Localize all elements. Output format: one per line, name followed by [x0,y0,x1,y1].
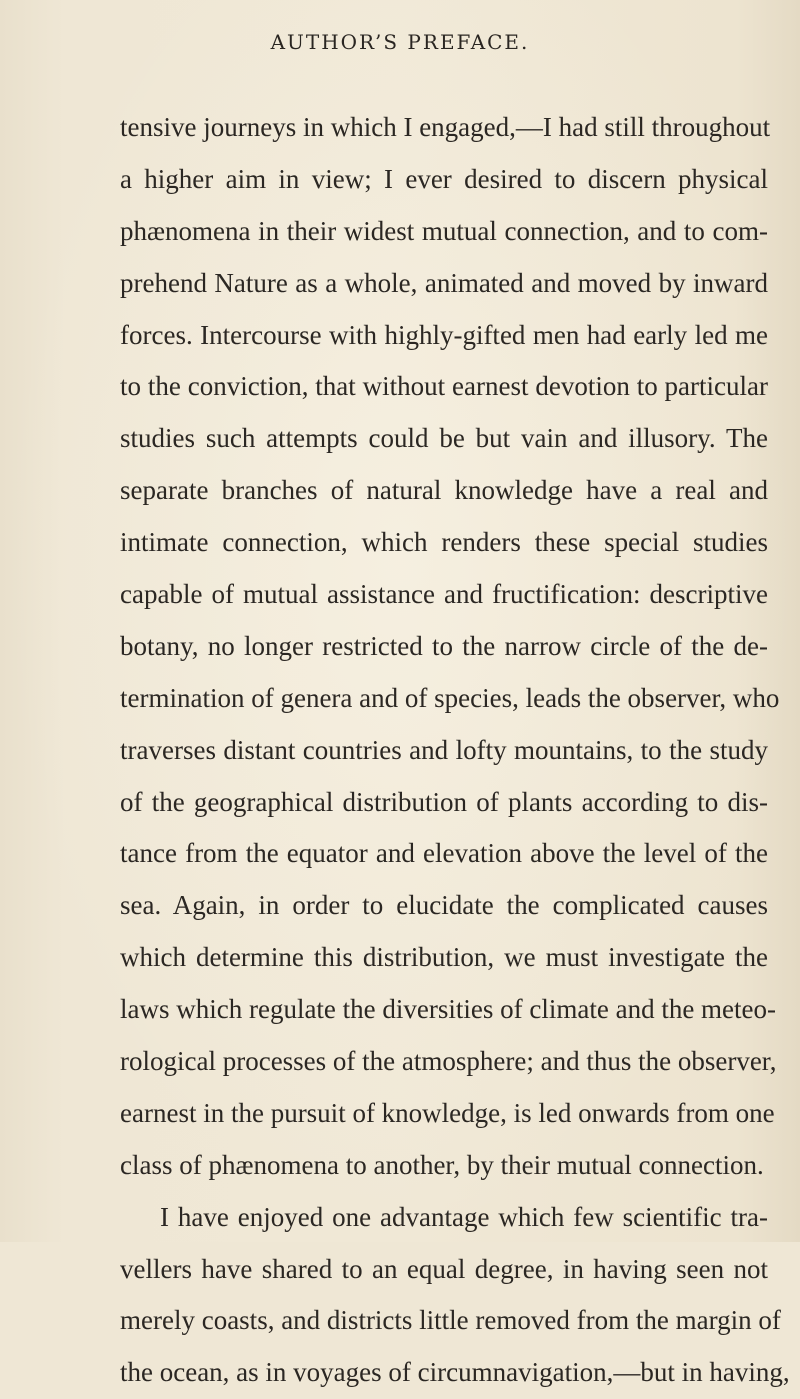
text-line: phænomena in their widest mutual connection, and to com- [120,215,768,246]
text-line: studies such attempts could be but vain and illusory. The [120,423,768,454]
text-line: tensive journeys in which I engaged,—I had still throughout [120,112,771,142]
text-line: intimate connection, which renders these special studies [120,527,768,558]
text-line: to the conviction, that without earnest devotion to particular [120,371,768,402]
text-line: merely coasts, and districts little removed from the margin of [120,1305,781,1336]
text-line: forces. Intercourse with highly-gifted men had early led me [120,319,768,350]
text-line: capable of mutual assistance and fructification: descriptive [120,579,768,610]
running-head: AUTHOR’S PREFACE. [270,30,530,54]
text-line: the ocean, as in voyages of circumnavigation,—but in having, [120,1357,790,1388]
text-line: sea. Again, in order to elucidate the complicated causes [120,890,768,921]
text-line-paragraph-start: I have enjoyed one advantage which few scientific tra- [160,1201,768,1232]
text-line: class of phænomena to another, by their mutual connection. [120,1149,764,1180]
text-line: which determine this distribution, we must investigate the [120,942,768,973]
text-line: laws which regulate the diversities of climate and the meteo- [120,994,777,1025]
text-line: prehend Nature as a whole, animated and moved by inward [120,267,768,298]
text-line: botany, no longer restricted to the narrow circle of the de- [120,630,768,661]
text-line: earnest in the pursuit of knowledge, is led onwards from one [120,1097,775,1128]
text-line: a higher aim in view; I ever desired to discern physical [120,163,768,194]
text-line: traverses distant countries and lofty mountains, to the study [120,734,768,765]
text-line: of the geographical distribution of plants according to dis- [120,786,768,817]
text-line: separate branches of natural knowledge have a real and [120,475,768,506]
body-text [120,102,790,1399]
text-line: termination of genera and of species, leads the observer, who [120,682,780,713]
text-line: rological processes of the atmosphere; and thus the observer, [120,1046,777,1077]
text-line: vellers have shared to an equal degree, in having seen not [120,1253,768,1284]
text-line: tance from the equator and elevation above the level of the [120,838,768,869]
